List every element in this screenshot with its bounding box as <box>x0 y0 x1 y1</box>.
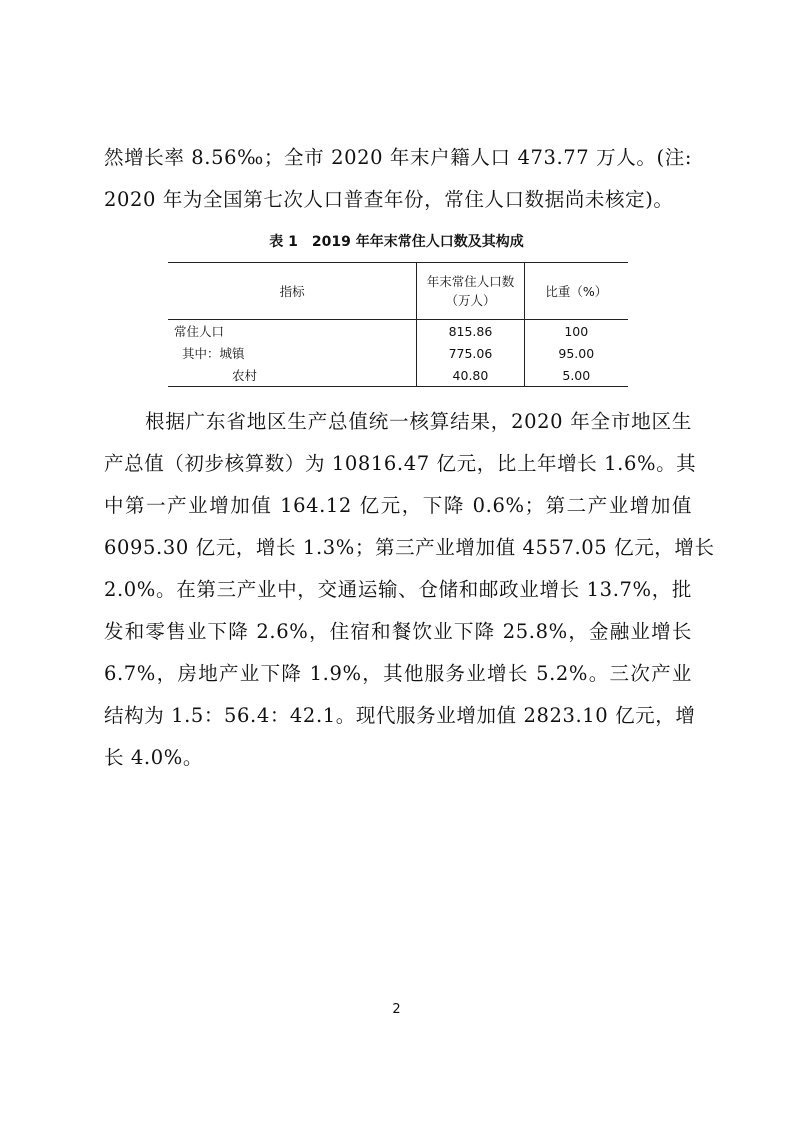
text-line: 6.7%，房地产业下降 1.9%，其他服务业增长 5.2%。三次产业 <box>104 662 692 685</box>
table-row <box>168 320 628 343</box>
text-line: 产总值（初步核算数）为 10816.47 亿元，比上年增长 1.6%。其 <box>104 452 697 475</box>
row-share: 100 <box>524 320 628 343</box>
header-population-line2: （万人） <box>445 293 496 308</box>
header-share: 比重（%） <box>524 263 628 320</box>
row-name: 其中：城镇 <box>182 346 245 361</box>
row-population: 815.86 <box>417 320 524 343</box>
text-line: 2.0%。在第三产业中，交通运输、仓储和邮政业增长 13.7%，批 <box>104 578 692 601</box>
header-population-line1: 年末常住人口数 <box>426 274 515 289</box>
text-line: 长 4.0%。 <box>104 746 203 769</box>
table-row <box>168 364 628 387</box>
header-population <box>417 263 524 320</box>
text-line: 结构为 1.5：56.4：42.1。现代服务业增加值 2823.10 亿元，增 <box>104 704 696 727</box>
header-indicator: 指标 <box>168 263 417 320</box>
row-name: 常住人口 <box>174 324 225 339</box>
text-line: 发和零售业下降 2.6%，住宿和餐饮业下降 25.8%，金融业增长 <box>104 620 692 643</box>
row-name: 农村 <box>168 364 417 387</box>
row-share: 95.00 <box>524 342 628 364</box>
table-row <box>168 342 628 364</box>
text-line: 根据广东省地区生产总值统一核算结果，2020 年全市地区生 <box>145 410 692 433</box>
text-line: 然增长率 8.56‰；全市 2020 年末户籍人口 473.77 万人。(注: <box>104 146 692 169</box>
row-share: 5.00 <box>524 364 628 387</box>
text-line: 中第一产业增加值 164.12 亿元，下降 0.6%；第二产业增加值 <box>104 494 692 517</box>
population-table <box>168 262 628 387</box>
table-caption: 表 1 2019 年年末常住人口数及其构成 <box>269 234 524 250</box>
row-population: 775.06 <box>417 342 524 364</box>
row-population: 40.80 <box>417 364 524 387</box>
text-line: 6095.30 亿元，增长 1.3%；第三产业增加值 4557.05 亿元，增长 <box>104 536 715 559</box>
text-line: 2020 年为全国第七次人口普查年份，常住人口数据尚未核定)。 <box>104 188 674 211</box>
page-number: 2 <box>392 1002 401 1017</box>
